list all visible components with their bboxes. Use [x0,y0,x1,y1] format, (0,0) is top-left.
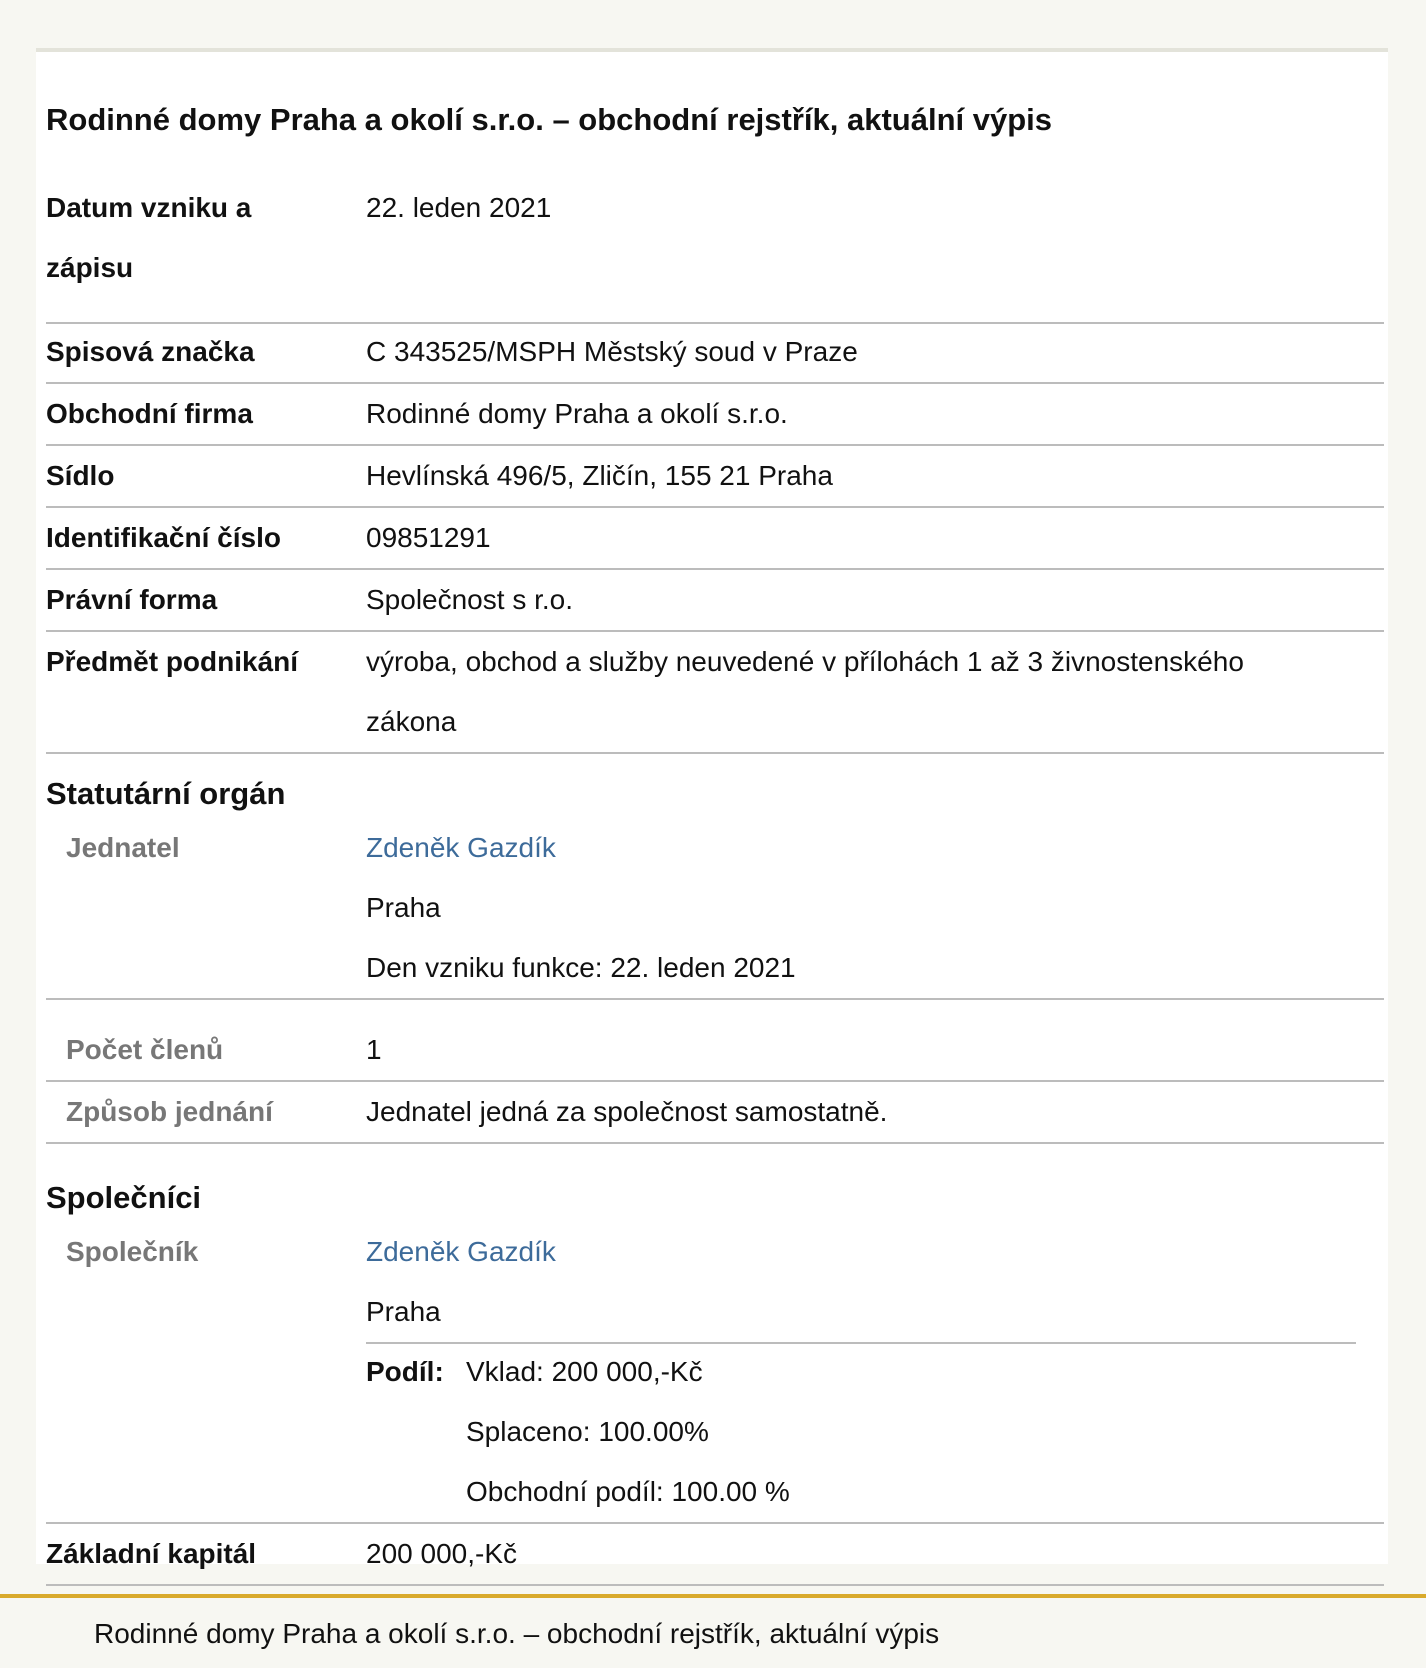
row-zakladni-kapital [46,1524,1384,1586]
jednatel-name-link[interactable]: Zdeněk Gazdík [366,832,556,863]
row-label: Jednatel [66,832,180,863]
jednatel-since: Den vzniku funkce: 22. leden 2021 [366,952,796,983]
share-values [466,1342,790,1522]
row-value-line: zákona [366,706,457,737]
row-zpusob-jednani [46,1082,1384,1144]
row-label: Základní kapitál [46,1538,257,1569]
row-value: 22. leden 2021 [366,192,552,223]
row-value [366,818,796,998]
share-vklad: Vklad: 200 000,-Kč [466,1356,703,1387]
share-obchodni-podil: Obchodní podíl: 100.00 % [466,1476,790,1507]
row-identifikacni-cislo [46,508,1384,570]
row-value: C 343525/MSPH Městský soud v Praze [366,336,858,367]
row-label: Sídlo [46,460,115,491]
row-value: 200 000,-Kč [366,1538,517,1569]
row-label: Předmět podnikání [46,646,299,677]
share-label: Podíl: [366,1356,444,1387]
row-predmet-podnikani [46,632,1384,754]
row-spisova-znacka [46,322,1384,384]
page-title: Rodinné domy Praha a okolí s.r.o. – obchodní rejstřík, aktuální výpis [46,102,1053,137]
row-value: Jednatel jedná za společnost samostatně. [366,1096,888,1127]
row-label: Společník [66,1236,199,1267]
section-heading-spolecnici: Společníci [46,1180,202,1215]
row-sidlo [46,446,1384,508]
row-pravni-forma [46,570,1384,632]
register-extract-panel [36,48,1388,1569]
jednatel-city: Praha [366,892,441,923]
row-label: Právní forma [46,584,218,615]
row-spolecnik [46,1222,1384,1524]
row-value: 1 [366,1034,382,1065]
row-label: Počet členů [66,1034,224,1065]
row-label: Způsob jednání [66,1096,273,1127]
spolecnik-name-link[interactable]: Zdeněk Gazdík [366,1236,556,1267]
row-value: Společnost s r.o. [366,584,574,615]
page-footer [0,1594,1426,1668]
row-obchodni-firma [46,384,1384,446]
share-splaceno: Splaceno: 100.00% [466,1416,709,1447]
row-value: Hevlínská 496/5, Zličín, 155 21 Praha [366,460,833,491]
section-heading-statutarni-organ: Statutární orgán [46,776,286,811]
row-pocet-clenu [46,1020,1384,1082]
row-value [366,1222,556,1342]
row-label: Identifikační číslo [46,522,281,553]
footer-title: Rodinné domy Praha a okolí s.r.o. – obchodní rejstřík, aktuální výpis [94,1618,940,1649]
row-value-line: výroba, obchod a služby neuvedené v přílohách 1 až 3 živnostenského [366,646,1244,677]
row-label: Spisová značka [46,336,255,367]
row-value [366,632,1244,752]
row-value: 09851291 [366,522,491,553]
row-label: Obchodní firma [46,398,253,429]
row-label: Datum vzniku a zápisu [46,192,252,283]
row-datum-vzniku [46,178,1384,324]
spolecnik-city: Praha [366,1296,441,1327]
row-value: Rodinné domy Praha a okolí s.r.o. [366,398,788,429]
row-jednatel [46,818,1384,1000]
